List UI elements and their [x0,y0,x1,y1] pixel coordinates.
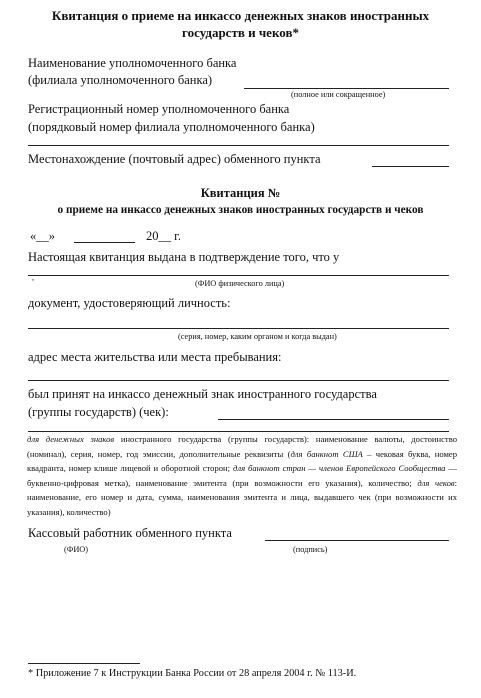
accepted-field[interactable] [218,419,449,420]
date-day[interactable]: «__» [30,229,55,243]
cashier-signature-field[interactable] [265,540,449,541]
address-field[interactable] [28,380,449,381]
footnote: * Приложение 7 к Инструкции Банка России от 28 апреля 2004 г. № 113-И. [28,668,357,679]
reg-number-field[interactable] [28,145,449,146]
bank-name-label-line2: (филиала уполномоченного банка) [28,73,213,87]
accepted-line2: (группы государств) (чек): [28,405,169,419]
footnote-divider [28,663,140,664]
receipt-title-line2: о приеме на инкассо денежных знаков иностранных государств и чеков [57,204,424,216]
address-label: адрес места жительства или места пребывания: [28,350,282,364]
location-label: Местонахождение (почтовый адрес) обменного пункта [28,152,321,166]
desc-part3: — буквенно-цифровая метка), наименование эмитента (при возможности его указания), количество; [27,463,457,488]
description-paragraph [27,432,457,520]
reg-number-label-line2: (порядковый номер филиала уполномоченного банка) [28,120,315,134]
cashier-label: Кассовый работник обменного пункта [28,526,232,540]
fio-hint: (ФИО физического лица) [195,279,285,288]
desc-part3-italic: для банкнот стран — членов Европейского Сообщества [232,463,446,474]
header-title-line2: государств и чеков* [182,25,299,40]
bank-name-label-line1: Наименование уполномоченного банка [28,56,237,70]
fio-field-end-mark: , [32,273,35,282]
document-field[interactable] [28,328,449,329]
location-field[interactable] [372,166,449,167]
desc-part1: иностранного государства (группы государств): наименование валюты, достоинство (номинал), серия, номер, год эмиссии, дополнительные реквизиты ( [27,434,457,459]
document-label: документ, удостоверяющий личность: [28,296,231,310]
fio-field[interactable] [28,275,449,276]
date-year[interactable]: 20__ г. [146,229,181,243]
bank-name-hint: (полное или сокращенное) [291,90,386,99]
receipt-title-line1: Квитанция № [200,186,281,200]
issued-text: Настоящая квитанция выдана в подтверждение того, что у [28,250,340,264]
desc-part4: : наименование, его номер и дата, сумма, наименования эмитента и лица, выдавшего чек (при возможности их указания), количество) [27,477,458,517]
desc-part1-italic: для денежных знаков [27,434,115,444]
desc-part2-italic: для банкнот США [290,448,363,459]
desc-part4-italic: для чеков [417,477,455,488]
header-title-line1: Квитанция о приеме на инкассо денежных знаков иностранных [51,8,430,23]
cashier-sign-hint: (подпись) [293,545,328,554]
bank-name-field[interactable] [244,88,449,89]
date-month-field[interactable] [74,242,135,243]
desc-part2: – чековая буква, номер квадранта, номер клише лицевой и оборотной сторон; [27,448,457,474]
accepted-line1: был принят на инкассо денежный знак иностранного государства [28,387,377,401]
reg-number-label-line1: Регистрационный номер уполномоченного банка [28,102,290,116]
cashier-fio-hint: (ФИО) [64,545,89,554]
document-hint: (серия, номер, каким органом и когда выдан) [178,332,337,341]
